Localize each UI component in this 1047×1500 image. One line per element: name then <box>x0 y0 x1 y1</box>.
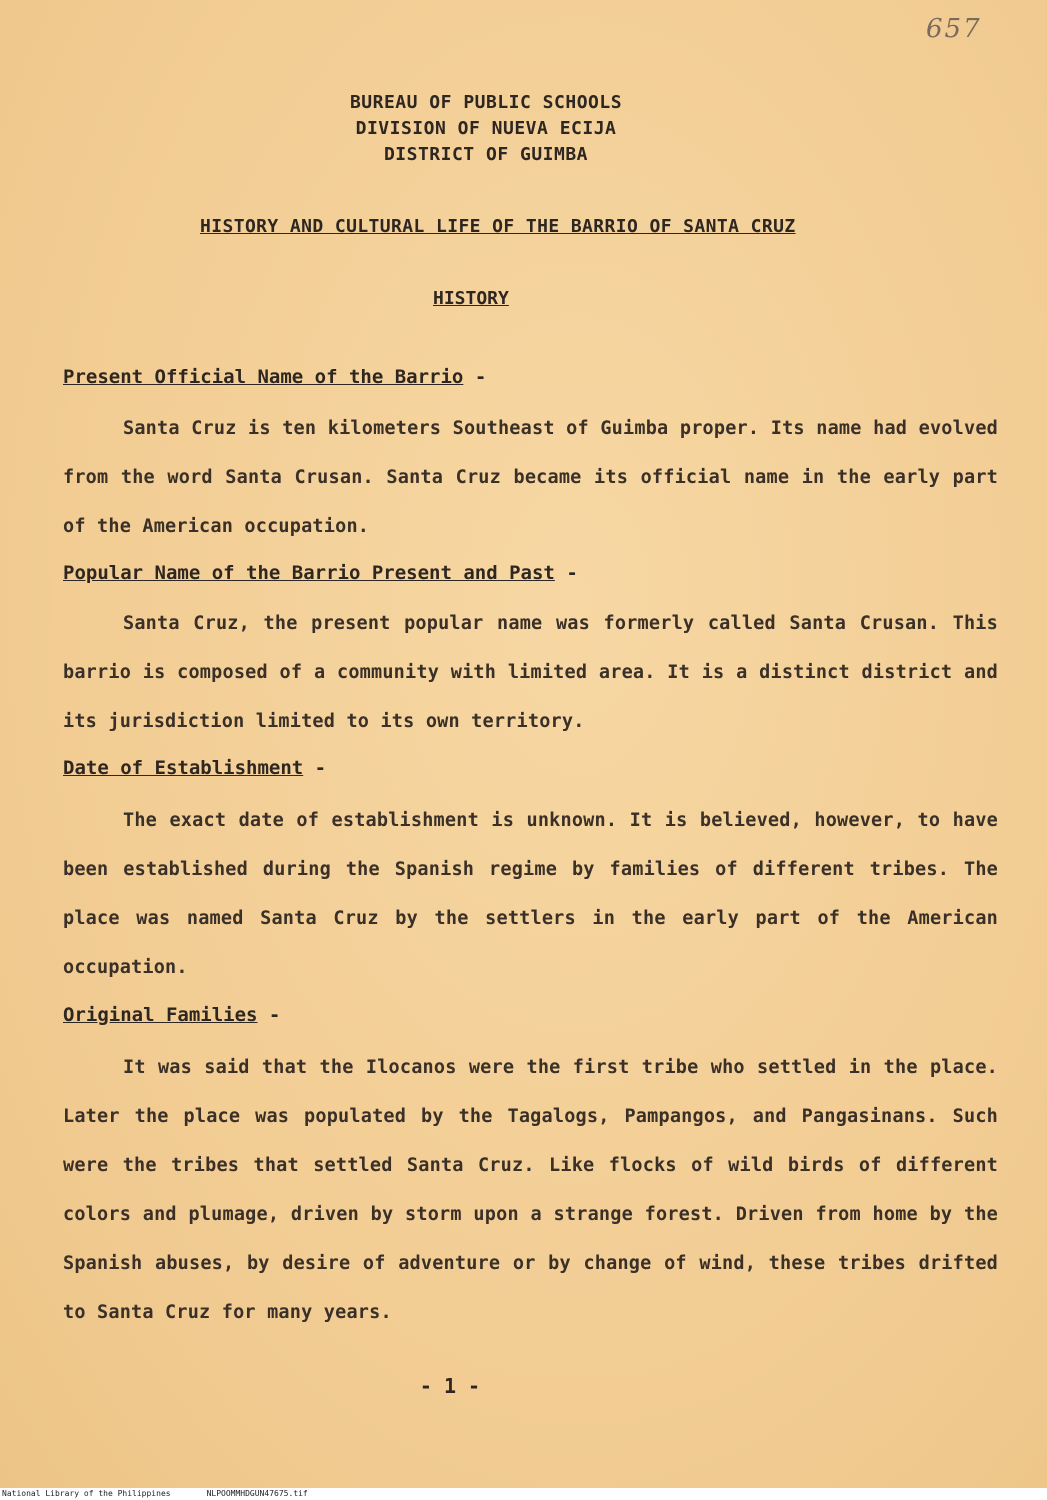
header-district: DISTRICT OF GUIMBA <box>383 144 589 165</box>
heading-dash: - <box>303 757 327 779</box>
footer-filename: NLPOOMMHDGUN47675.tif <box>206 1489 308 1498</box>
section-heading-text: Present Official Name of the Barrio <box>63 366 464 388</box>
document-title: HISTORY AND CULTURAL LIFE OF THE BARRIO OF SANTA CRUZ <box>200 216 796 237</box>
section-paragraph: The exact date of establishment is unknown. It is believed, however, to have been established during the Spanish regime by families of different tribes. The place was named Santa Cruz by the settlers in the early part of the American occupation. <box>63 810 998 978</box>
header-division: DIVISION OF NUEVA ECIJA <box>355 118 617 139</box>
section-heading-text: Original Families <box>63 1004 258 1026</box>
header-bureau: BUREAU OF PUBLIC SCHOOLS <box>349 92 623 113</box>
heading-dash: - <box>463 366 487 388</box>
scan-footer <box>0 1488 1047 1500</box>
section-heading <box>63 562 578 584</box>
page-number: - 1 - <box>419 1374 481 1398</box>
section-heading <box>63 1004 280 1026</box>
section-paragraph: Santa Cruz, the present popular name was formerly called Santa Crusan. This barrio is composed of a community with limited area. It is a distinct district and its jurisdiction limited to its own territory. <box>63 613 998 732</box>
footer-library: National Library of the Philippines <box>2 1489 171 1498</box>
section-heading <box>63 366 486 388</box>
section-paragraph: It was said that the Ilocanos were the first tribe who settled in the place. Later the place was populated by the Tagalogs, Pampangos, and Pangasinans. Such were the tribes that settled Santa Cruz. Like flocks of wild birds of different colors and plumage, driven by storm upon a strange forest. Driven from home by the Spanish abuses, by desire of adventure or by change of wind, these tribes drifted to Santa Cruz for many years. <box>63 1057 998 1323</box>
section-title: HISTORY <box>433 288 509 309</box>
heading-dash: - <box>257 1004 281 1026</box>
heading-dash: - <box>554 562 578 584</box>
handwritten-page-number: 657 <box>926 14 982 44</box>
section-heading <box>63 757 326 779</box>
section-heading-text: Date of Establishment <box>63 757 304 779</box>
section-heading-text: Popular Name of the Barrio Present and Past <box>63 562 555 584</box>
section-paragraph: Santa Cruz is ten kilometers Southeast of Guimba proper. Its name had evolved from the word Santa Crusan. Santa Cruz became its official name in the early part of the American occupation. <box>63 418 998 537</box>
